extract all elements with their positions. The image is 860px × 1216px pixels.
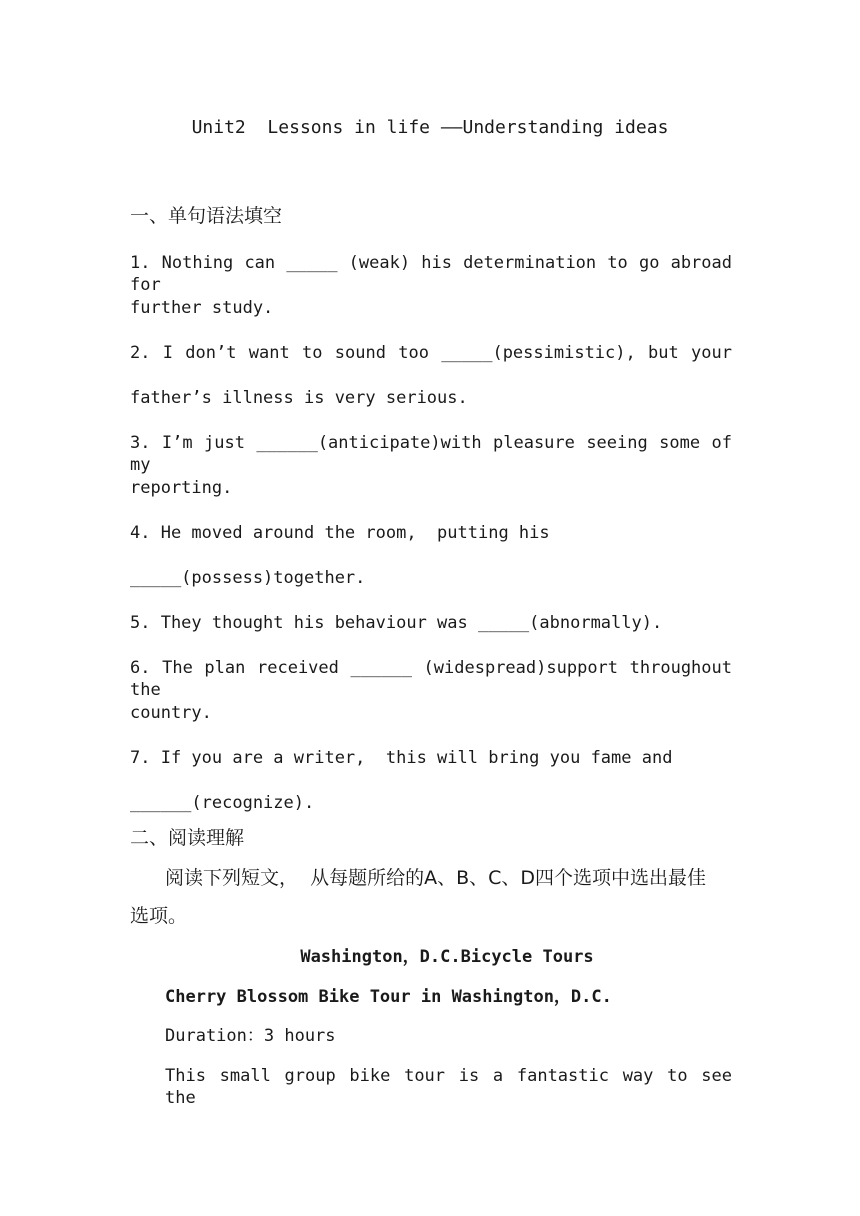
question-3-line-1: 3. I’m just ______(anticipate)with pleasure seeing some of my [130,433,732,475]
instruction-line-2: 选项。 [130,905,188,927]
question-1-line-1: 1. Nothing can _____ (weak) his determination to go abroad for [130,253,732,295]
question-3-line-2: reporting. [130,478,233,498]
tour-title: Cherry Blossom Bike Tour in Washington，D.C. [165,987,612,1007]
question-4-line-2: _____(possess)together. [130,568,366,588]
passage-title: Washington，D.C.Bicycle Tours [300,947,594,967]
question-1-line-2: further study. [130,298,274,318]
question-4-line-1: 4. He moved around the room, putting his [130,523,550,543]
question-6-line-2: country. [130,703,212,723]
section-heading-grammar: 一、单句语法填空 [130,205,283,227]
tour-duration: Duration：3 hours [165,1026,336,1046]
question-7-line-2: ______(recognize). [130,793,315,813]
question-7-line-1: 7. If you are a writer, this will bring you fame and [130,748,673,768]
section-heading-reading: 二、阅读理解 [130,827,245,849]
passage-line-1: This small group bike tour is a fantastic way to see the [165,1066,732,1108]
question-2-line-1: 2. I don’t want to sound too _____(pessimistic), but your [130,343,732,363]
question-2-line-2: father’s illness is very serious. [130,388,468,408]
question-5-line-1: 5. They thought his behaviour was _____(abnormally). [130,613,663,633]
question-6-line-1: 6. The plan received ______ (widespread)support throughout the [130,658,732,700]
instruction-line-1: 阅读下列短文， 从每题所给的A、B、C、D四个选项中选出最佳 [165,867,707,889]
page-title: Unit2 Lessons in life ——Understanding ideas [191,117,669,138]
